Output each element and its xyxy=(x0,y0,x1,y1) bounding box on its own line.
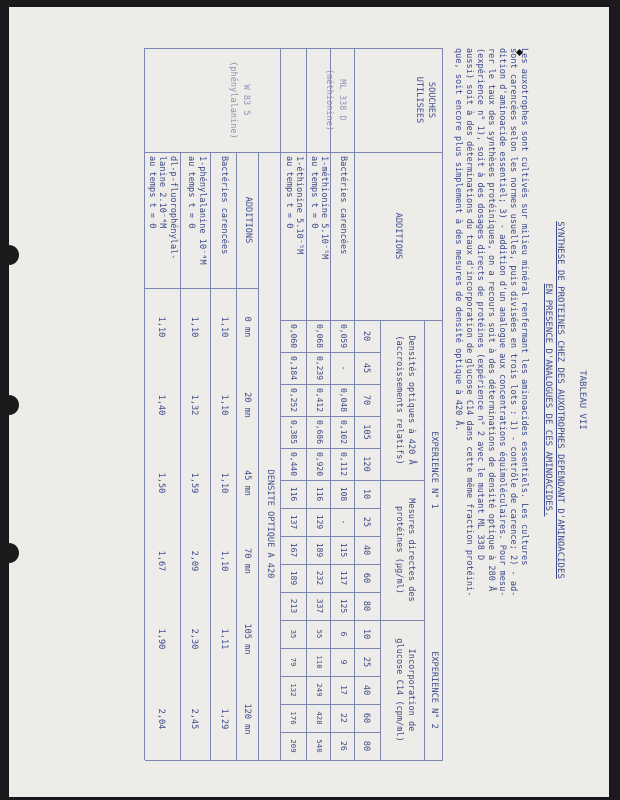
density-header: Densités optiques à 420 Å (accroissements relatifs) xyxy=(394,335,416,465)
rotated-table-content: TABLEAU VII SYNTHESE DE PROTEINES CHEZ DES AUXOTROPHES DEPENDANT D'AMINOACIDES EN PRESENCE D'ANALOGUES DE CES AMINOACIDES. Les auxotrophes sont cultivés sur milieu minéral renfermant les aminoacides essentiels. Les cultures sont carencées selon les normes usuelles, puis divisées en trois lots : 1) - contrôle de carence; 2) - ad- dition d'aminoacide essentiel; 3) - addition d'un analogue aux concentrations équimoléculaires. Pour mesu- rer le taux des synthèses protéiniques, on a recours soit à des déterminations de densité optique à 280 Å (expérience n° 1), soit à des dosages directs de protéines (expérience n° 2 avec le mutant ML 338 D aussi) soit à des déterminations du taux d'incorporation de glucose C14 dans cette même fraction protéini- que, soit encore plus simplement à des mesures de densité optique à 420 Å. SOUCHES UTILISEES ADDITIONS EXPERIENCE N° 1 EXPERIENCE N° 2 Densités optiques à 420 Å (accroissements relatifs) Mesures directes des protéines (µg/ml) Incorporation de glucose C14 (cpm/ml) 20 45 70 105 120 10 25 40 60 80 10 25 40 60 80 Bactéries carencées 0,059 - 0,048 0,102 0,112 108 - 115 117 125 6 9 17 22 26 1-méthionine 5.10⁻⁵M au temps t = 0 0,068 0,239 0,412 0,686 0,920 116 129 189 232 337 55 110 249 428 540 1-éthionine 5.10⁻⁵M au temps t = 0 0,060 0,184 0,252 0,385 0,440 116 137 167 189 213 35 79 132 176 209 ML 338 D (méthionine) ADDITIONS DENSITE OPTIQUE A 420 0 mn 20 mn 45 mn 70 mn 105 mn 120 mn Bactéries carencées 1,10 1,10 1,10 1,10 1,11 1,29 1-phénylalanine 10⁻⁴M au temps t = 0 1,10 1,32 1,59 2,09 2,30 2,45 dl-p-fluorophénylal- lanine 2.10⁻⁴M au temps t = 0 1,10 1,40 1,50 1,67 1,90 2,04 W 83 5 (phénylalanine) xyxy=(31,40,591,760)
col-additions-header: ADDITIONS xyxy=(393,212,403,260)
intro-line: rer le taux des synthèses protéiniques, on a recours soit à des déterminations de densité optique à 280 Å xyxy=(486,48,496,592)
strain-w835: W 83 5 xyxy=(241,84,251,116)
intro-paragraph xyxy=(452,48,529,596)
intro-line: (expérience n° 1), soit à des dosages directs de protéines (expérience n° 2 avec le mutant ML 338 D xyxy=(475,48,485,561)
binder-hole xyxy=(0,395,19,415)
strain-w835-note: (phénylalanine) xyxy=(228,61,238,139)
additions-header: ADDITIONS xyxy=(243,196,253,244)
col-souches-header: SOUCHES UTILISEES xyxy=(414,76,436,124)
binder-hole xyxy=(0,543,19,563)
intro-line: dition d'aminoacide essentiel; 3) - addition d'un analogue aux concentrations équimoléculaires. Pour mesu- xyxy=(497,48,507,597)
protein-header: Mesures directes des protéines (µg/ml) xyxy=(394,498,416,602)
strain-ml338d: ML 338 D xyxy=(337,79,347,121)
intro-line: sont carencées selon les normes usuelles, puis divisées en trois lots : 1) - contrôle de carence; 2) - ad- xyxy=(508,48,518,597)
experience-1-label: EXPERIENCE N° 1 xyxy=(429,431,439,509)
density-420-header: DENSITE OPTIQUE A 420 xyxy=(265,469,275,579)
page-title: TABLEAU VII xyxy=(577,370,587,430)
subtitle-1: SYNTHESE DE PROTEINES CHEZ DES AUXOTROPHES DEPENDANT D'AMINOACIDES xyxy=(555,221,565,579)
experience-2-label: EXPERIENCE N° 2 xyxy=(429,651,439,729)
document-page xyxy=(9,7,609,797)
intro-line: que, soit encore plus simplement à des mesures de densité optique à 420 Å. xyxy=(453,48,463,431)
intro-line: Les auxotrophes sont cultivés sur milieu minéral renfermant les aminoacides essentiels. Les cultures xyxy=(519,48,529,566)
subtitle-2: EN PRESENCE D'ANALOGUES DE CES AMINOACIDES. xyxy=(543,283,553,517)
incorporation-header: Incorporation de glucose C14 (cpm/ml) xyxy=(394,638,416,742)
binder-hole xyxy=(0,245,19,265)
strain-ml338d-note: (méthionine) xyxy=(324,68,334,132)
intro-line: aussi) soit à des déterminations du taux d'incorporation de glucose C14 dans cette même fraction protéini- xyxy=(464,48,474,597)
